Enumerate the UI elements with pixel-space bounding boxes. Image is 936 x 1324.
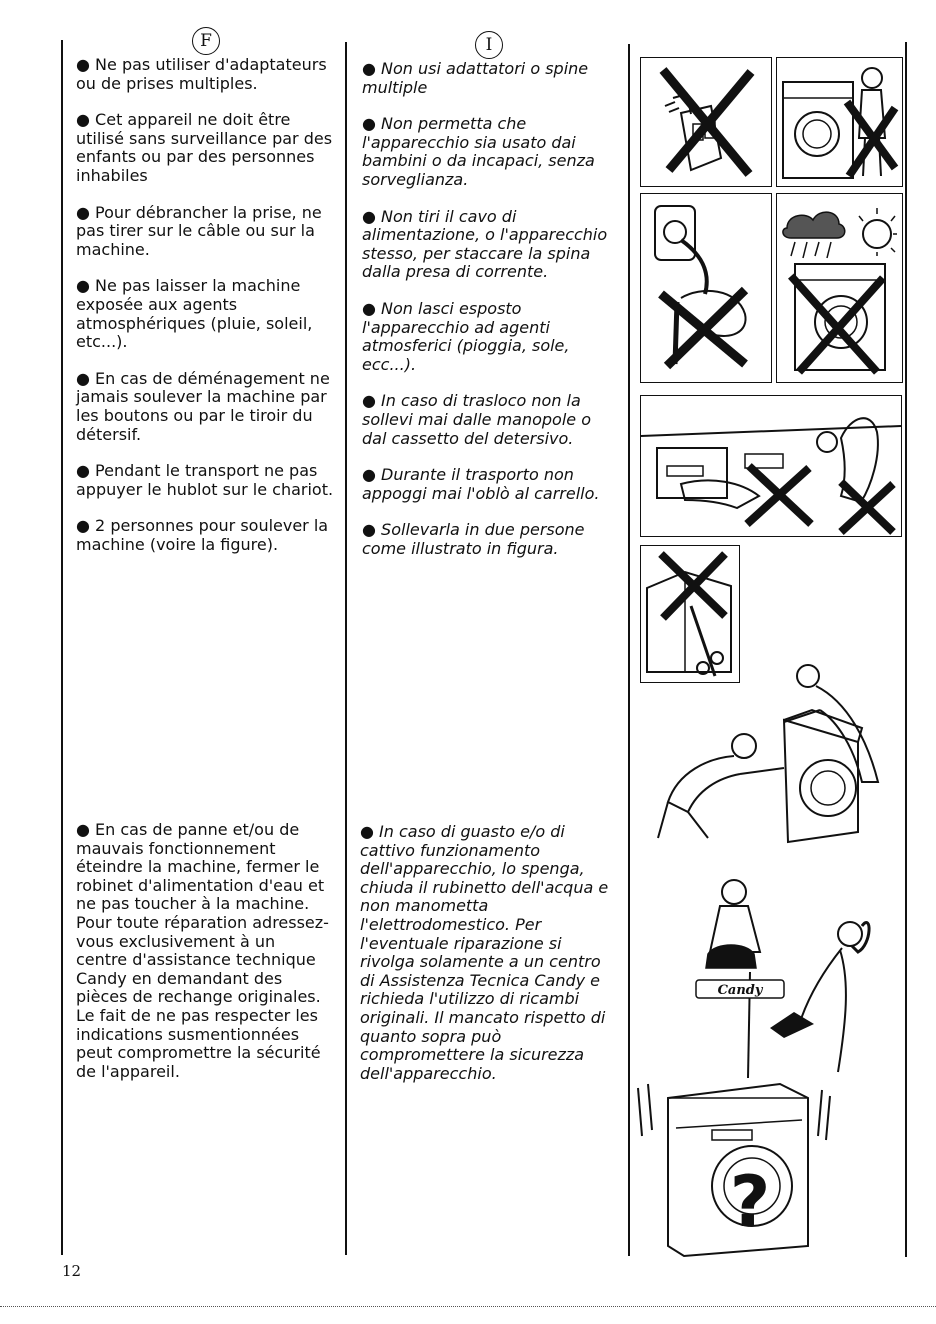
figure-machine-question — [632, 1076, 832, 1256]
candy-logo: Candy — [717, 983, 763, 998]
italian-item-unplug: ● Non tiri il cavo di alimentazione, o l'apparecchio stesso, per staccare la spina dalla presa di corrente. — [362, 206, 608, 282]
figure-control-panel-crossed — [640, 395, 902, 537]
french-item-moving: ● En cas de déménagement ne jamais soulever la machine par les boutons ou par le tiroir du détersif. — [76, 368, 330, 444]
left-margin-rule — [61, 40, 63, 1255]
french-column — [76, 56, 334, 572]
figure-child-crossed — [776, 57, 903, 187]
french-failure-paragraph — [76, 821, 330, 1099]
italian-item-failure: ● In caso di guasto e/o di cattivo funzionamento dell'apparecchio, lo spenga, chiuda il rubinetto dell'acqua e non manometta l'elettrodomestico. Per l'eventuale riparazione si rivolga solamente a un centro di Assistenza Tecnica Candy e richieda l'utilizzo di ricambi originali. Il mancato rispetto di quanto sopra può compromettere la sicurezza dell'apparecchio. — [360, 822, 609, 1083]
french-item-two-persons: ● 2 personnes pour soulever la machine (voire la figure). — [76, 516, 329, 554]
italian-item-two-persons: ● Sollevarla in due persone come illustrato in figura. — [362, 520, 585, 558]
french-item-weather: ● Ne pas laisser la machine exposée aux agents atmosphériques (pluie, soleil, etc...). — [76, 276, 313, 352]
italian-item-supervision: ● Non permetta che l'apparecchio sia usato dai bambini o da incapaci, senza sorveglianza. — [362, 114, 595, 189]
figure-technician-call — [690, 872, 870, 1072]
figure-pull-cable-crossed — [640, 193, 772, 383]
figure-two-persons-lifting — [648, 662, 888, 842]
figure-column-left-rule — [628, 44, 630, 1256]
question-mark-glyph: ? — [729, 1161, 771, 1243]
page-number: 12 — [62, 1262, 82, 1280]
column-divider-rule — [345, 42, 347, 1255]
french-item-supervision: ● Cet appareil ne doit être utilisé sans surveillance par des enfants ou par des personnes inhabiles — [76, 110, 333, 185]
page-bottom-dotted-line — [0, 1306, 936, 1307]
right-margin-rule — [905, 42, 907, 1257]
italian-item-adapters: ● Non usi adattatori o spine multiple — [362, 59, 589, 97]
italian-item-weather: ● Non lasci esposto l'apparecchio ad agenti atmosferici (pioggia, sole, ecc...). — [362, 298, 570, 374]
language-badge-french: F — [192, 27, 220, 55]
figure-weather-crossed — [776, 193, 903, 383]
italian-item-moving: ● In caso di trasloco non la sollevi mai dalle manopole o dal cassetto del detersivo. — [362, 391, 591, 448]
italian-column — [362, 60, 618, 576]
french-item-adapters: ● Ne pas utiliser d'adaptateurs ou de prises multiples. — [76, 55, 327, 93]
italian-failure-paragraph — [360, 823, 618, 1101]
french-item-unplug: ● Pour débrancher la prise, ne pas tirer sur le câble ou sur la machine. — [76, 202, 322, 259]
french-item-failure: ● En cas de panne et/ou de mauvais fonctionnement éteindre la machine, fermer le robinet d'alimentation d'eau et ne pas toucher à la machine. Pour toute réparation adressez-vous exclusivement à un centre d'assistance technique Candy en demandant des pièces de rechange originales. Le fait de ne pas respecter les indications susmentionnées peut compromettre la sécurité de l'appareil. — [76, 820, 329, 1081]
language-badge-italian: I — [475, 31, 503, 59]
figure-adapter-crossed — [640, 57, 772, 187]
french-item-transport: ● Pendant le transport ne pas appuyer le hublot sur le chariot. — [76, 461, 334, 499]
italian-item-transport: ● Durante il trasporto non appoggi mai l'oblò al carrello. — [362, 465, 600, 503]
